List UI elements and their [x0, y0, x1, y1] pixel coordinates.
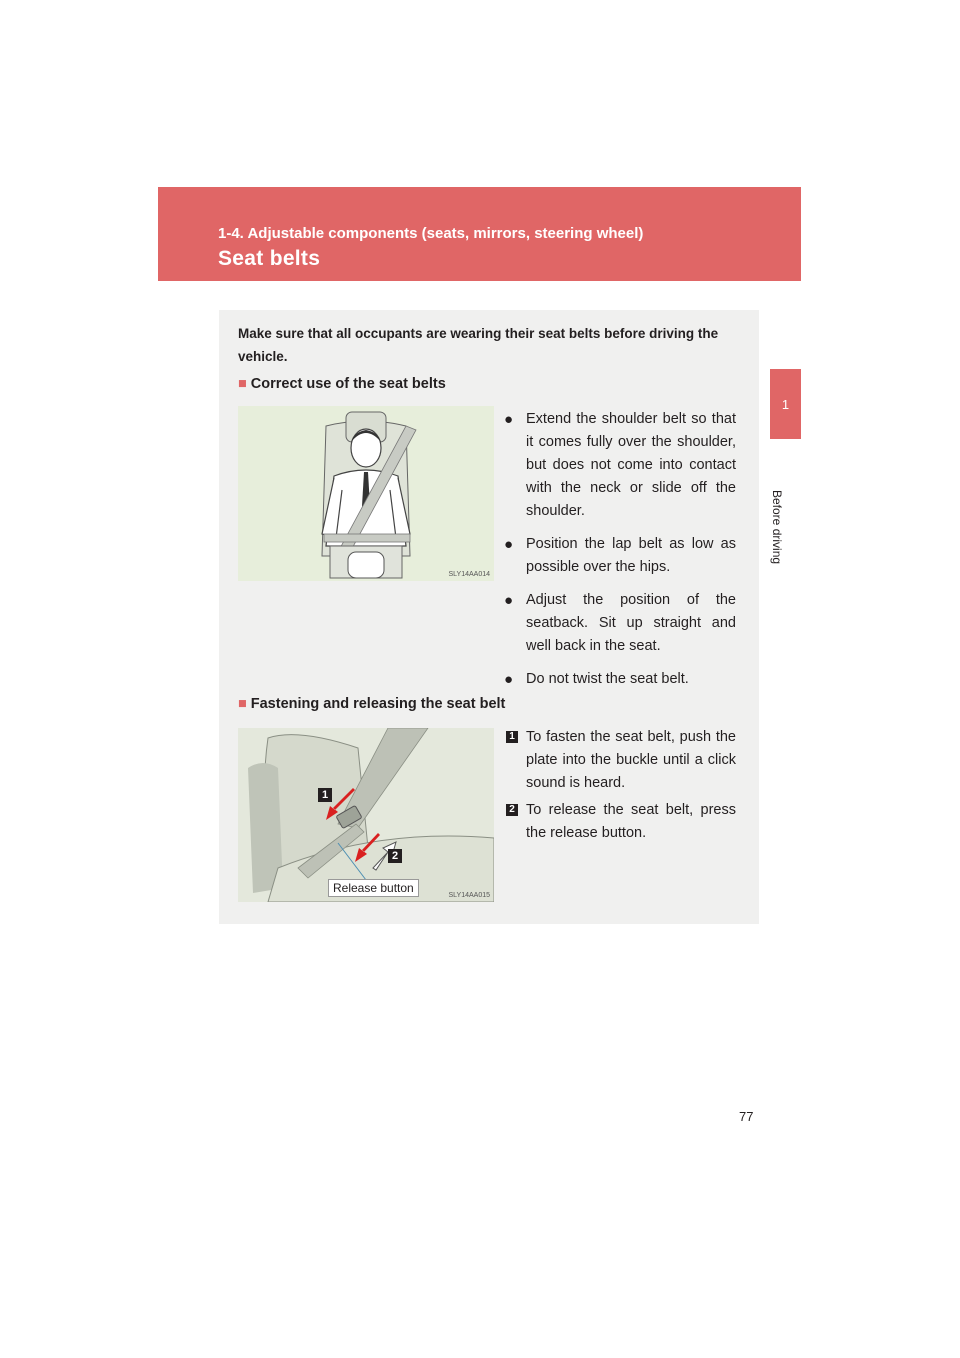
section-label: 1-4. Adjustable components (seats, mirrors, steering wheel)	[218, 225, 644, 242]
page-number: 77	[739, 1109, 754, 1124]
chapter-tab-number: 1	[781, 396, 790, 412]
section-heading-correct-use	[238, 376, 446, 392]
page-title: Seat belts	[218, 247, 321, 270]
content-panel	[219, 310, 759, 924]
bullet-item: ● Extend the shoulder belt so that it comes fully over the shoulder, but does not come into contact with the neck or slide off the shoulder.	[504, 408, 736, 523]
section-heading-fastening	[238, 696, 505, 712]
step-item: 1 To fasten the seat belt, push the plate into the buckle until a click sound is heard.	[504, 726, 736, 795]
step-number-icon: 2	[506, 804, 518, 816]
figure-seated-occupant	[238, 406, 494, 581]
bullet-icon: ●	[504, 536, 514, 553]
bullet-icon: ●	[504, 671, 514, 688]
figure-code: SLY14AA014	[448, 571, 490, 578]
fastening-steps	[504, 726, 736, 849]
figure-seat-buckle	[238, 728, 494, 902]
heading-square-icon: ■	[238, 696, 247, 712]
step-1-badge: 1	[318, 788, 332, 802]
bullet-item: ● Position the lap belt as low as possible over the hips.	[504, 533, 736, 579]
step-2-badge: 2	[388, 849, 402, 863]
intro-text: Make sure that all occupants are wearing their seat belts before driving the vehicle.	[238, 326, 719, 364]
chapter-side-label: Before driving	[770, 490, 784, 565]
bullet-icon: ●	[504, 411, 514, 428]
section-heading-text: Correct use of the seat belts	[250, 376, 446, 392]
seated-occupant-illustration	[238, 406, 494, 581]
seat-buckle-illustration	[238, 728, 494, 902]
step-item: 2 To release the seat belt, press the release button.	[504, 799, 736, 845]
figure-code: SLY14AA015	[448, 892, 490, 899]
bullet-item: ● Do not twist the seat belt.	[504, 668, 736, 691]
release-button-callout: Release button	[328, 879, 419, 897]
bullet-item: ● Adjust the position of the seatback. Sit up straight and well back in the seat.	[504, 589, 736, 658]
step-number-icon: 1	[506, 731, 518, 743]
chapter-header-band	[158, 187, 801, 281]
chapter-tab	[770, 369, 801, 439]
bullet-icon: ●	[504, 592, 514, 609]
heading-square-icon: ■	[238, 376, 247, 392]
correct-use-bullet-list	[504, 408, 736, 701]
section-heading-text: Fastening and releasing the seat belt	[250, 696, 506, 712]
